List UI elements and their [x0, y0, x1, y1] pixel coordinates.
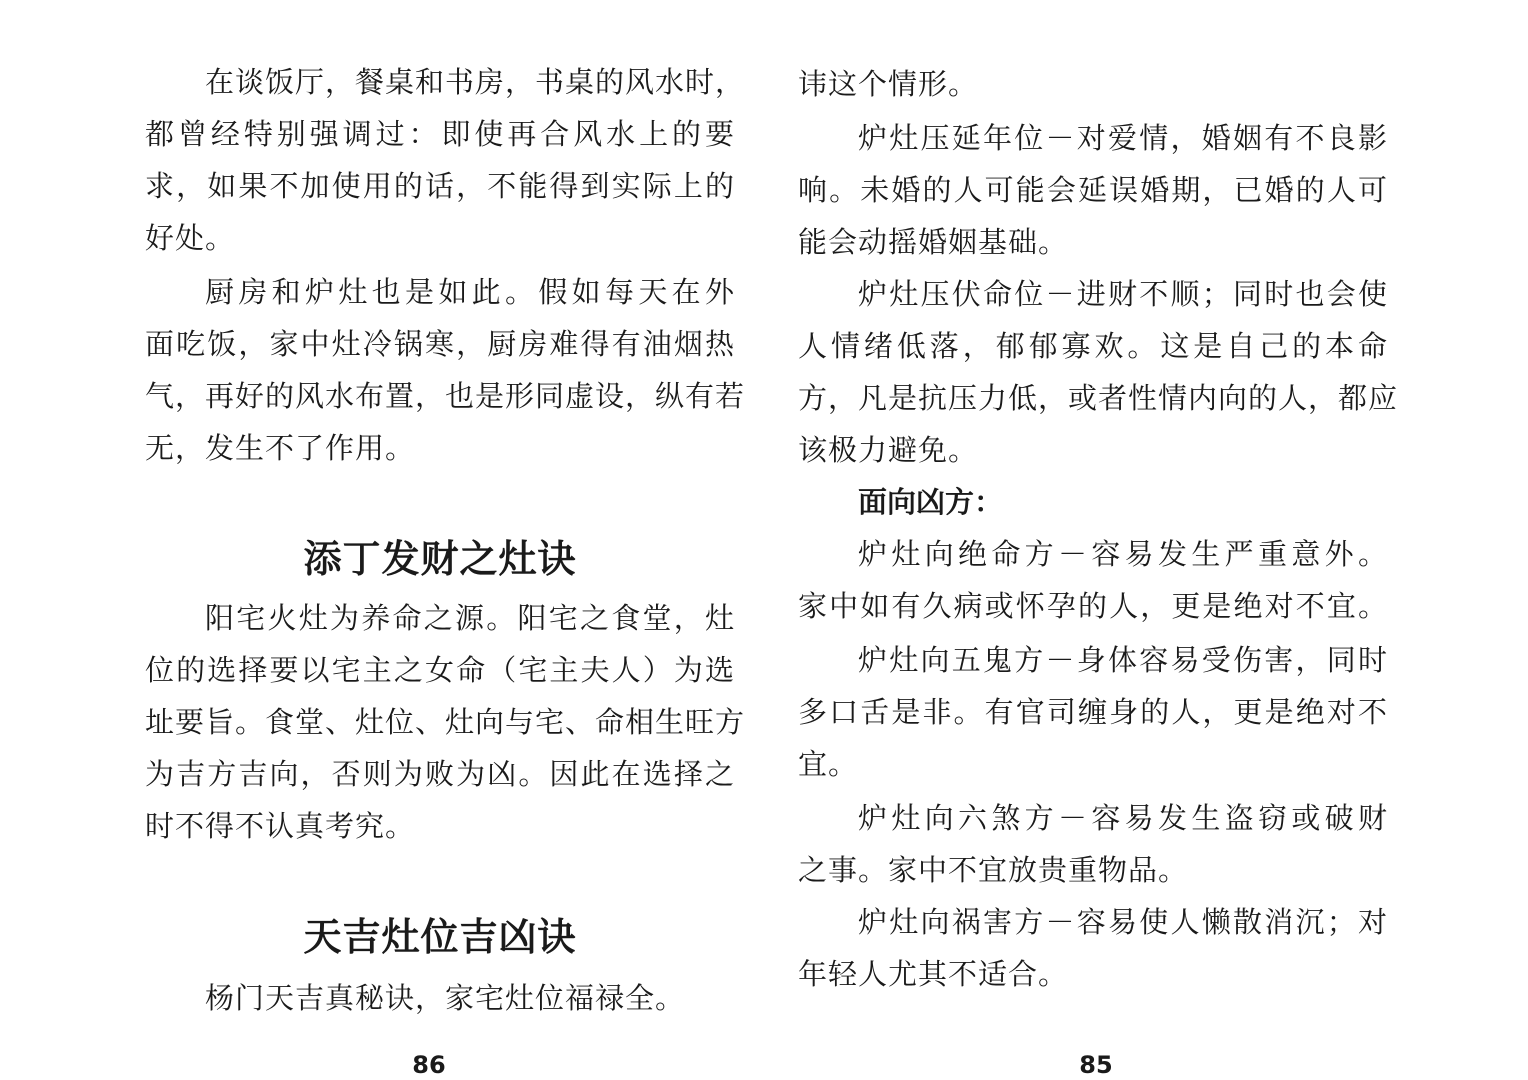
right-page — [764, 0, 1528, 1080]
paragraph-line: 人情绪低落，郁郁寡欢。这是自己的本命 — [798, 329, 1388, 363]
paragraph-line: 都曾经特别强调过：即使再合风水上的要 — [145, 117, 735, 151]
paragraph-line: 好处。 — [145, 221, 236, 255]
paragraph-line: 炉灶向五鬼方－身体容易受伤害，同时 — [858, 643, 1388, 677]
paragraph-line: 面吃饭，家中灶冷锅寒，厨房难得有油烟热 — [145, 327, 735, 361]
paragraph-line: 多口舌是非。有官司缠身的人，更是绝对不 — [798, 695, 1388, 729]
paragraph-line: 响。未婚的人可能会延误婚期，已婚的人可 — [798, 173, 1388, 207]
section-heading: 天吉灶位吉凶诀 — [303, 915, 577, 959]
paragraph-line: 炉灶向六煞方－容易发生盗窃或破财 — [858, 801, 1388, 835]
page-number: 85 — [1079, 1051, 1113, 1079]
paragraph-line: 阳宅火灶为养命之源。阳宅之食堂，灶 — [205, 601, 735, 635]
paragraph-line: 位的选择要以宅主之女命（宅主夫人）为选 — [145, 653, 735, 687]
paragraph-line: 时不得不认真考究。 — [145, 809, 416, 843]
paragraph-line: 在谈饭厅，餐桌和书房，书桌的风水时， — [205, 65, 746, 99]
paragraph-line: 讳这个情形。 — [798, 67, 979, 101]
paragraph-line: 方，凡是抗压力低，或者性情内向的人，都应 — [798, 381, 1399, 415]
paragraph-line: 该极力避免。 — [798, 433, 979, 467]
paragraph-line: 炉灶压伏命位－进财不顺；同时也会使 — [858, 277, 1388, 311]
paragraph-line: 求，如果不加使用的话，不能得到实际上的 — [145, 169, 735, 203]
paragraph-line: 厨房和炉灶也是如此。假如每天在外 — [205, 275, 735, 309]
paragraph-line: 之事。家中不宜放贵重物品。 — [798, 853, 1189, 887]
paragraph-line: 无，发生不了作用。 — [145, 431, 416, 465]
paragraph-line: 杨门天吉真秘诀，家宅灶位福禄全。 — [205, 981, 686, 1015]
paragraph-line: 址要旨。食堂、灶位、灶向与宅、命相生旺方 — [145, 705, 746, 739]
paragraph-line: 能会动摇婚姻基础。 — [798, 225, 1069, 259]
paragraph-line: 宜。 — [798, 747, 859, 781]
paragraph-line: 为吉方吉向，否则为败为凶。因此在选择之 — [145, 757, 735, 791]
subheading: 面向凶方： — [858, 485, 1004, 519]
page-number: 86 — [412, 1051, 446, 1079]
paragraph-line: 炉灶压延年位－对爱情，婚姻有不良影 — [858, 121, 1388, 155]
paragraph-line: 气，再好的风水布置，也是形同虚设，纵有若 — [145, 379, 746, 413]
paragraph-line: 家中如有久病或怀孕的人，更是绝对不宜。 — [798, 589, 1388, 623]
paragraph-line: 炉灶向祸害方－容易使人懒散消沉；对 — [858, 905, 1388, 939]
paragraph-line: 年轻人尤其不适合。 — [798, 957, 1069, 991]
section-heading: 添丁发财之灶诀 — [303, 537, 577, 581]
paragraph-line: 炉灶向绝命方－容易发生严重意外。 — [858, 537, 1388, 571]
